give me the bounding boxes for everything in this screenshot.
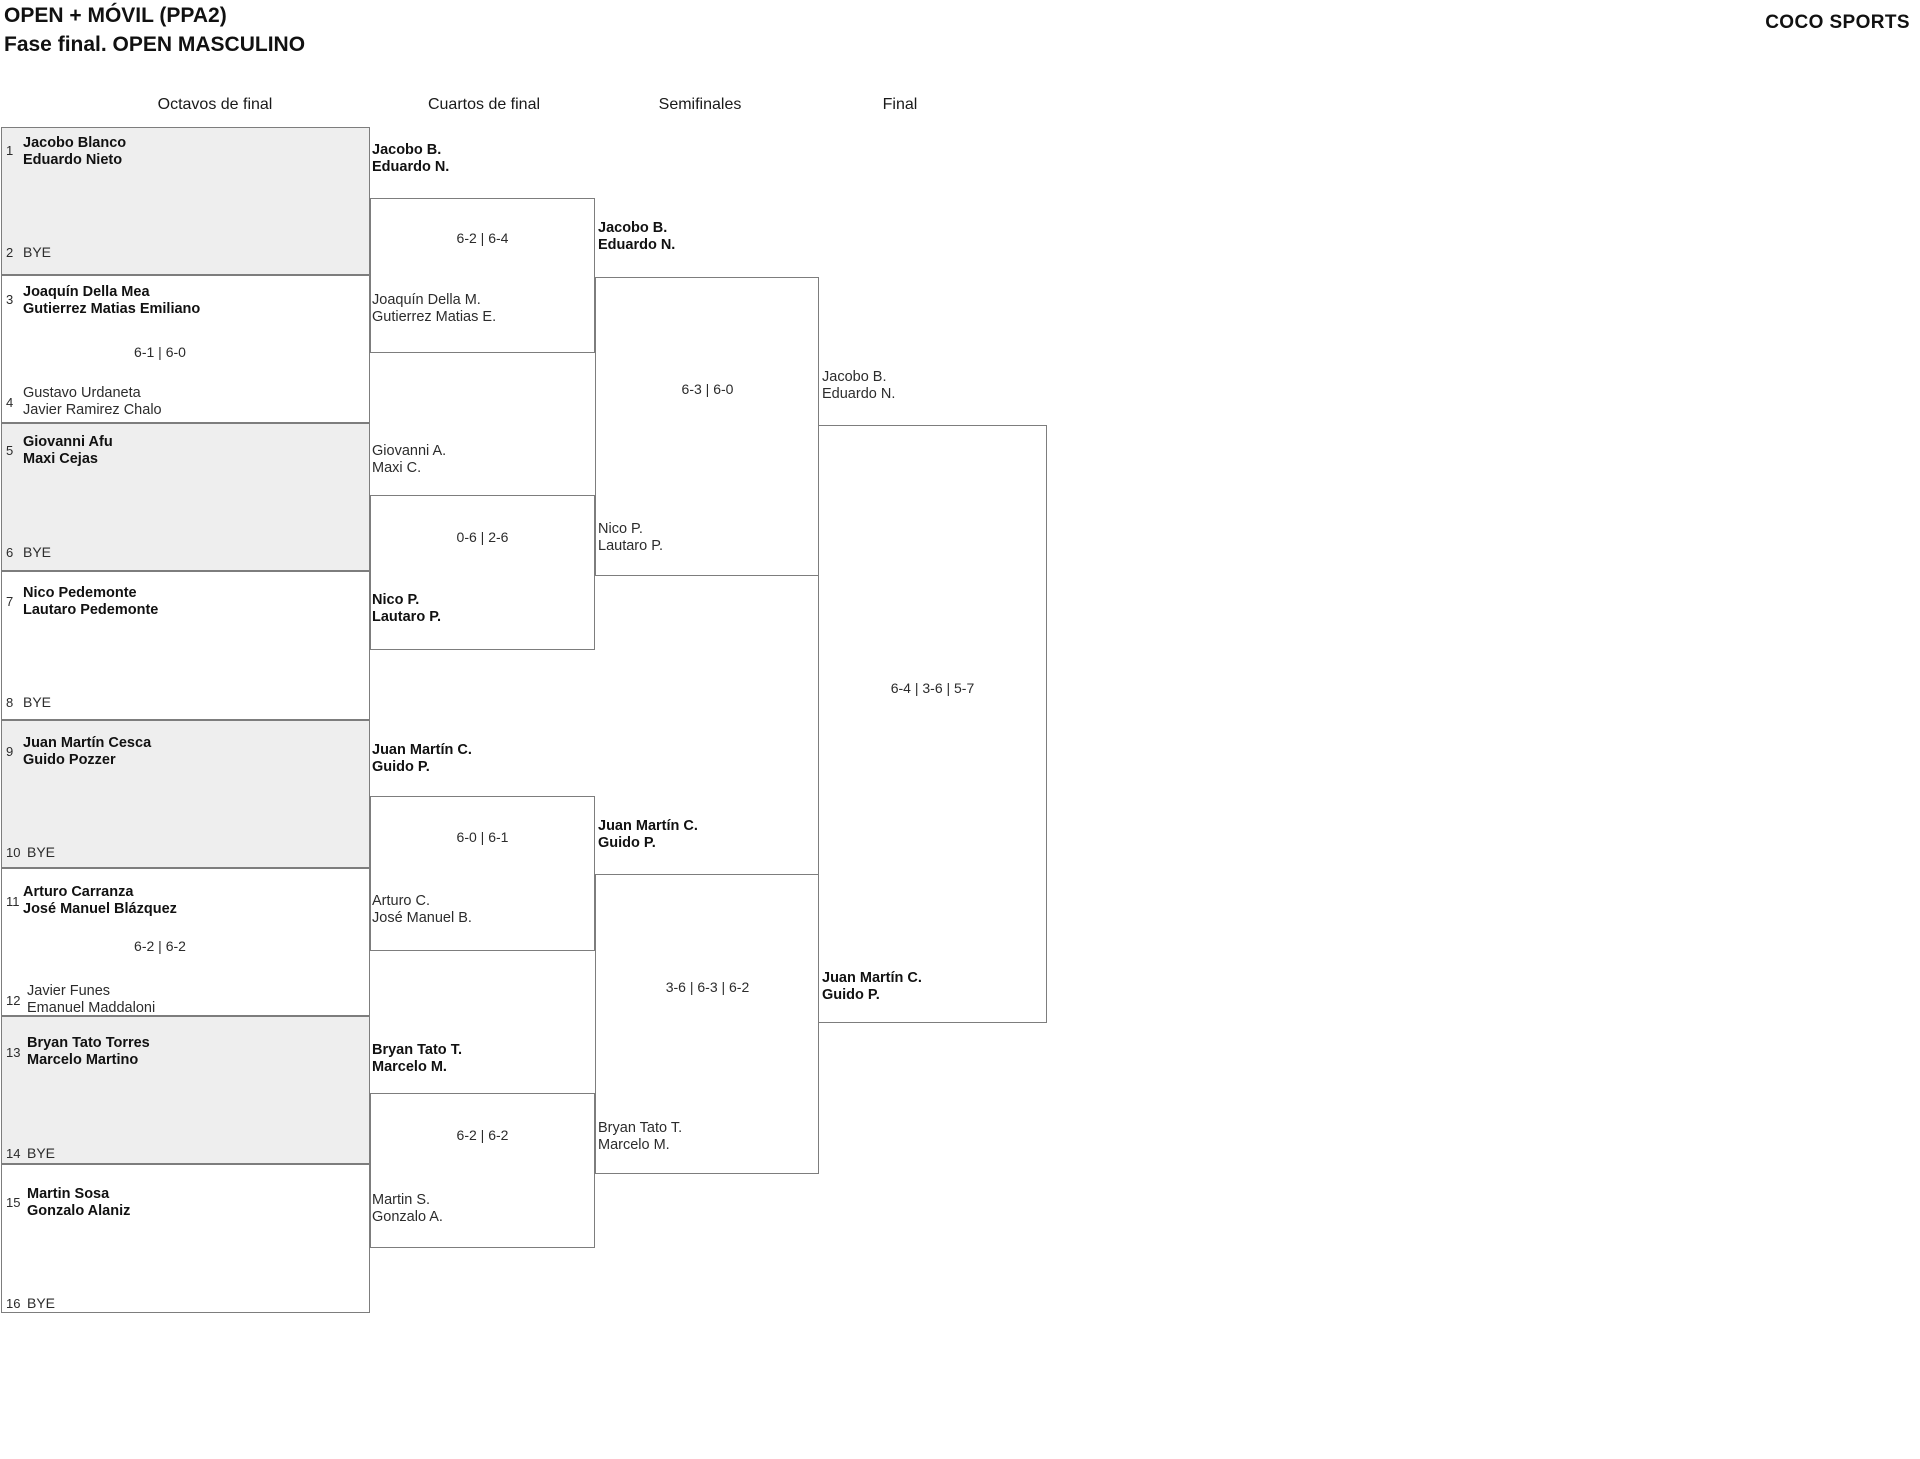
seed-team-3: Joaquín Della Mea Gutierrez Matias Emiliano	[23, 284, 201, 318]
sf-score-1: 6-3 | 6-0	[681, 381, 734, 397]
sf-entrant-4: Bryan Tato T. Marcelo M.	[598, 1120, 683, 1154]
qf-entrant-4: Nico P. Lautaro P.	[372, 592, 442, 626]
qf-score-4: 6-2 | 6-2	[456, 1127, 509, 1143]
seed-team-7: Nico Pedemonte Lautaro Pedemonte	[23, 585, 159, 619]
sf-entrant-3: Juan Martín C. Guido P.	[598, 818, 698, 852]
seed-number-6: 6	[6, 545, 14, 560]
page-title	[4, 2, 305, 60]
final-entrant-1: Jacobo B. Eduardo N.	[822, 369, 896, 403]
seed-number-8: 8	[6, 695, 14, 710]
seed-number-15: 15	[6, 1195, 21, 1210]
round-heading-final: Final	[882, 96, 918, 113]
round-heading-quarterfinals: Cuartos de final	[427, 96, 541, 113]
round-heading-semifinals: Semifinales	[658, 96, 742, 113]
qf-entrant-7: Bryan Tato T. Marcelo M.	[372, 1042, 462, 1076]
seed-team-11: Arturo Carranza José Manuel Blázquez	[23, 884, 177, 918]
seed-team-15: Martin Sosa Gonzalo Alaniz	[27, 1186, 131, 1220]
seed-bye-6: BYE	[23, 544, 52, 560]
final-entrant-2: Juan Martín C. Guido P.	[822, 970, 922, 1004]
qf-score-1: 6-2 | 6-4	[456, 230, 509, 246]
seed-bye-16: BYE	[27, 1295, 56, 1311]
seed-number-4: 4	[6, 395, 14, 410]
seed-number-12: 12	[6, 993, 21, 1008]
sf-score-2: 3-6 | 6-3 | 6-2	[665, 979, 750, 995]
seed-number-1: 1	[6, 143, 14, 158]
qf-entrant-6: Arturo C. José Manuel B.	[372, 893, 472, 927]
quarterfinal-match-1	[370, 198, 595, 353]
seed-number-16: 16	[6, 1296, 21, 1311]
tournament-name: OPEN + MÓVIL (PPA2)	[4, 4, 227, 27]
sf-entrant-1: Jacobo B. Eduardo N.	[598, 220, 676, 254]
quarterfinal-match-2	[370, 495, 595, 650]
final-match	[818, 425, 1047, 1023]
qf-entrant-3: Giovanni A. Maxi C.	[372, 443, 447, 477]
seed-number-9: 9	[6, 744, 14, 759]
qf-entrant-1: Jacobo B. Eduardo N.	[372, 142, 450, 176]
round-heading-round-of-16: Octavos de final	[157, 96, 273, 113]
r16-score-1: 6-1 | 6-0	[134, 344, 186, 360]
sf-entrant-2: Nico P. Lautaro P.	[598, 521, 664, 555]
seed-team-9: Juan Martín Cesca Guido Pozzer	[23, 735, 152, 769]
qf-score-2: 0-6 | 2-6	[456, 529, 509, 545]
qf-entrant-2: Joaquín Della M. Gutierrez Matias E.	[372, 292, 497, 326]
quarterfinal-match-3	[370, 796, 595, 951]
tournament-phase: Fase final. OPEN MASCULINO	[4, 32, 306, 56]
seed-bye-10: BYE	[27, 844, 56, 860]
seed-number-2: 2	[6, 245, 14, 260]
seed-number-13: 13	[6, 1045, 21, 1060]
qf-score-3: 6-0 | 6-1	[456, 829, 509, 845]
final-score: 6-4 | 3-6 | 5-7	[890, 680, 975, 696]
qf-entrant-5: Juan Martín C. Guido P.	[372, 742, 472, 776]
seed-bye-8: BYE	[23, 694, 52, 710]
seed-team-1: Jacobo Blanco Eduardo Nieto	[23, 135, 127, 169]
r16-score-2: 6-2 | 6-2	[134, 938, 186, 954]
qf-entrant-8: Martin S. Gonzalo A.	[372, 1192, 443, 1226]
seed-number-3: 3	[6, 292, 14, 307]
seed-team-12: Javier Funes Emanuel Maddaloni	[27, 983, 156, 1017]
seed-number-10: 10	[6, 845, 21, 860]
seed-number-7: 7	[6, 594, 14, 609]
seed-bye-2: BYE	[23, 244, 52, 260]
seed-number-11: 11	[6, 894, 20, 909]
seed-team-4: Gustavo Urdaneta Javier Ramirez Chalo	[23, 385, 162, 419]
seed-number-14: 14	[6, 1146, 21, 1161]
seed-team-13: Bryan Tato Torres Marcelo Martino	[27, 1035, 150, 1069]
seed-bye-14: BYE	[27, 1145, 56, 1161]
seed-number-5: 5	[6, 443, 14, 458]
brand-logo: COCO SPORTS	[1765, 12, 1910, 33]
seed-team-5: Giovanni Afu Maxi Cejas	[23, 434, 113, 468]
